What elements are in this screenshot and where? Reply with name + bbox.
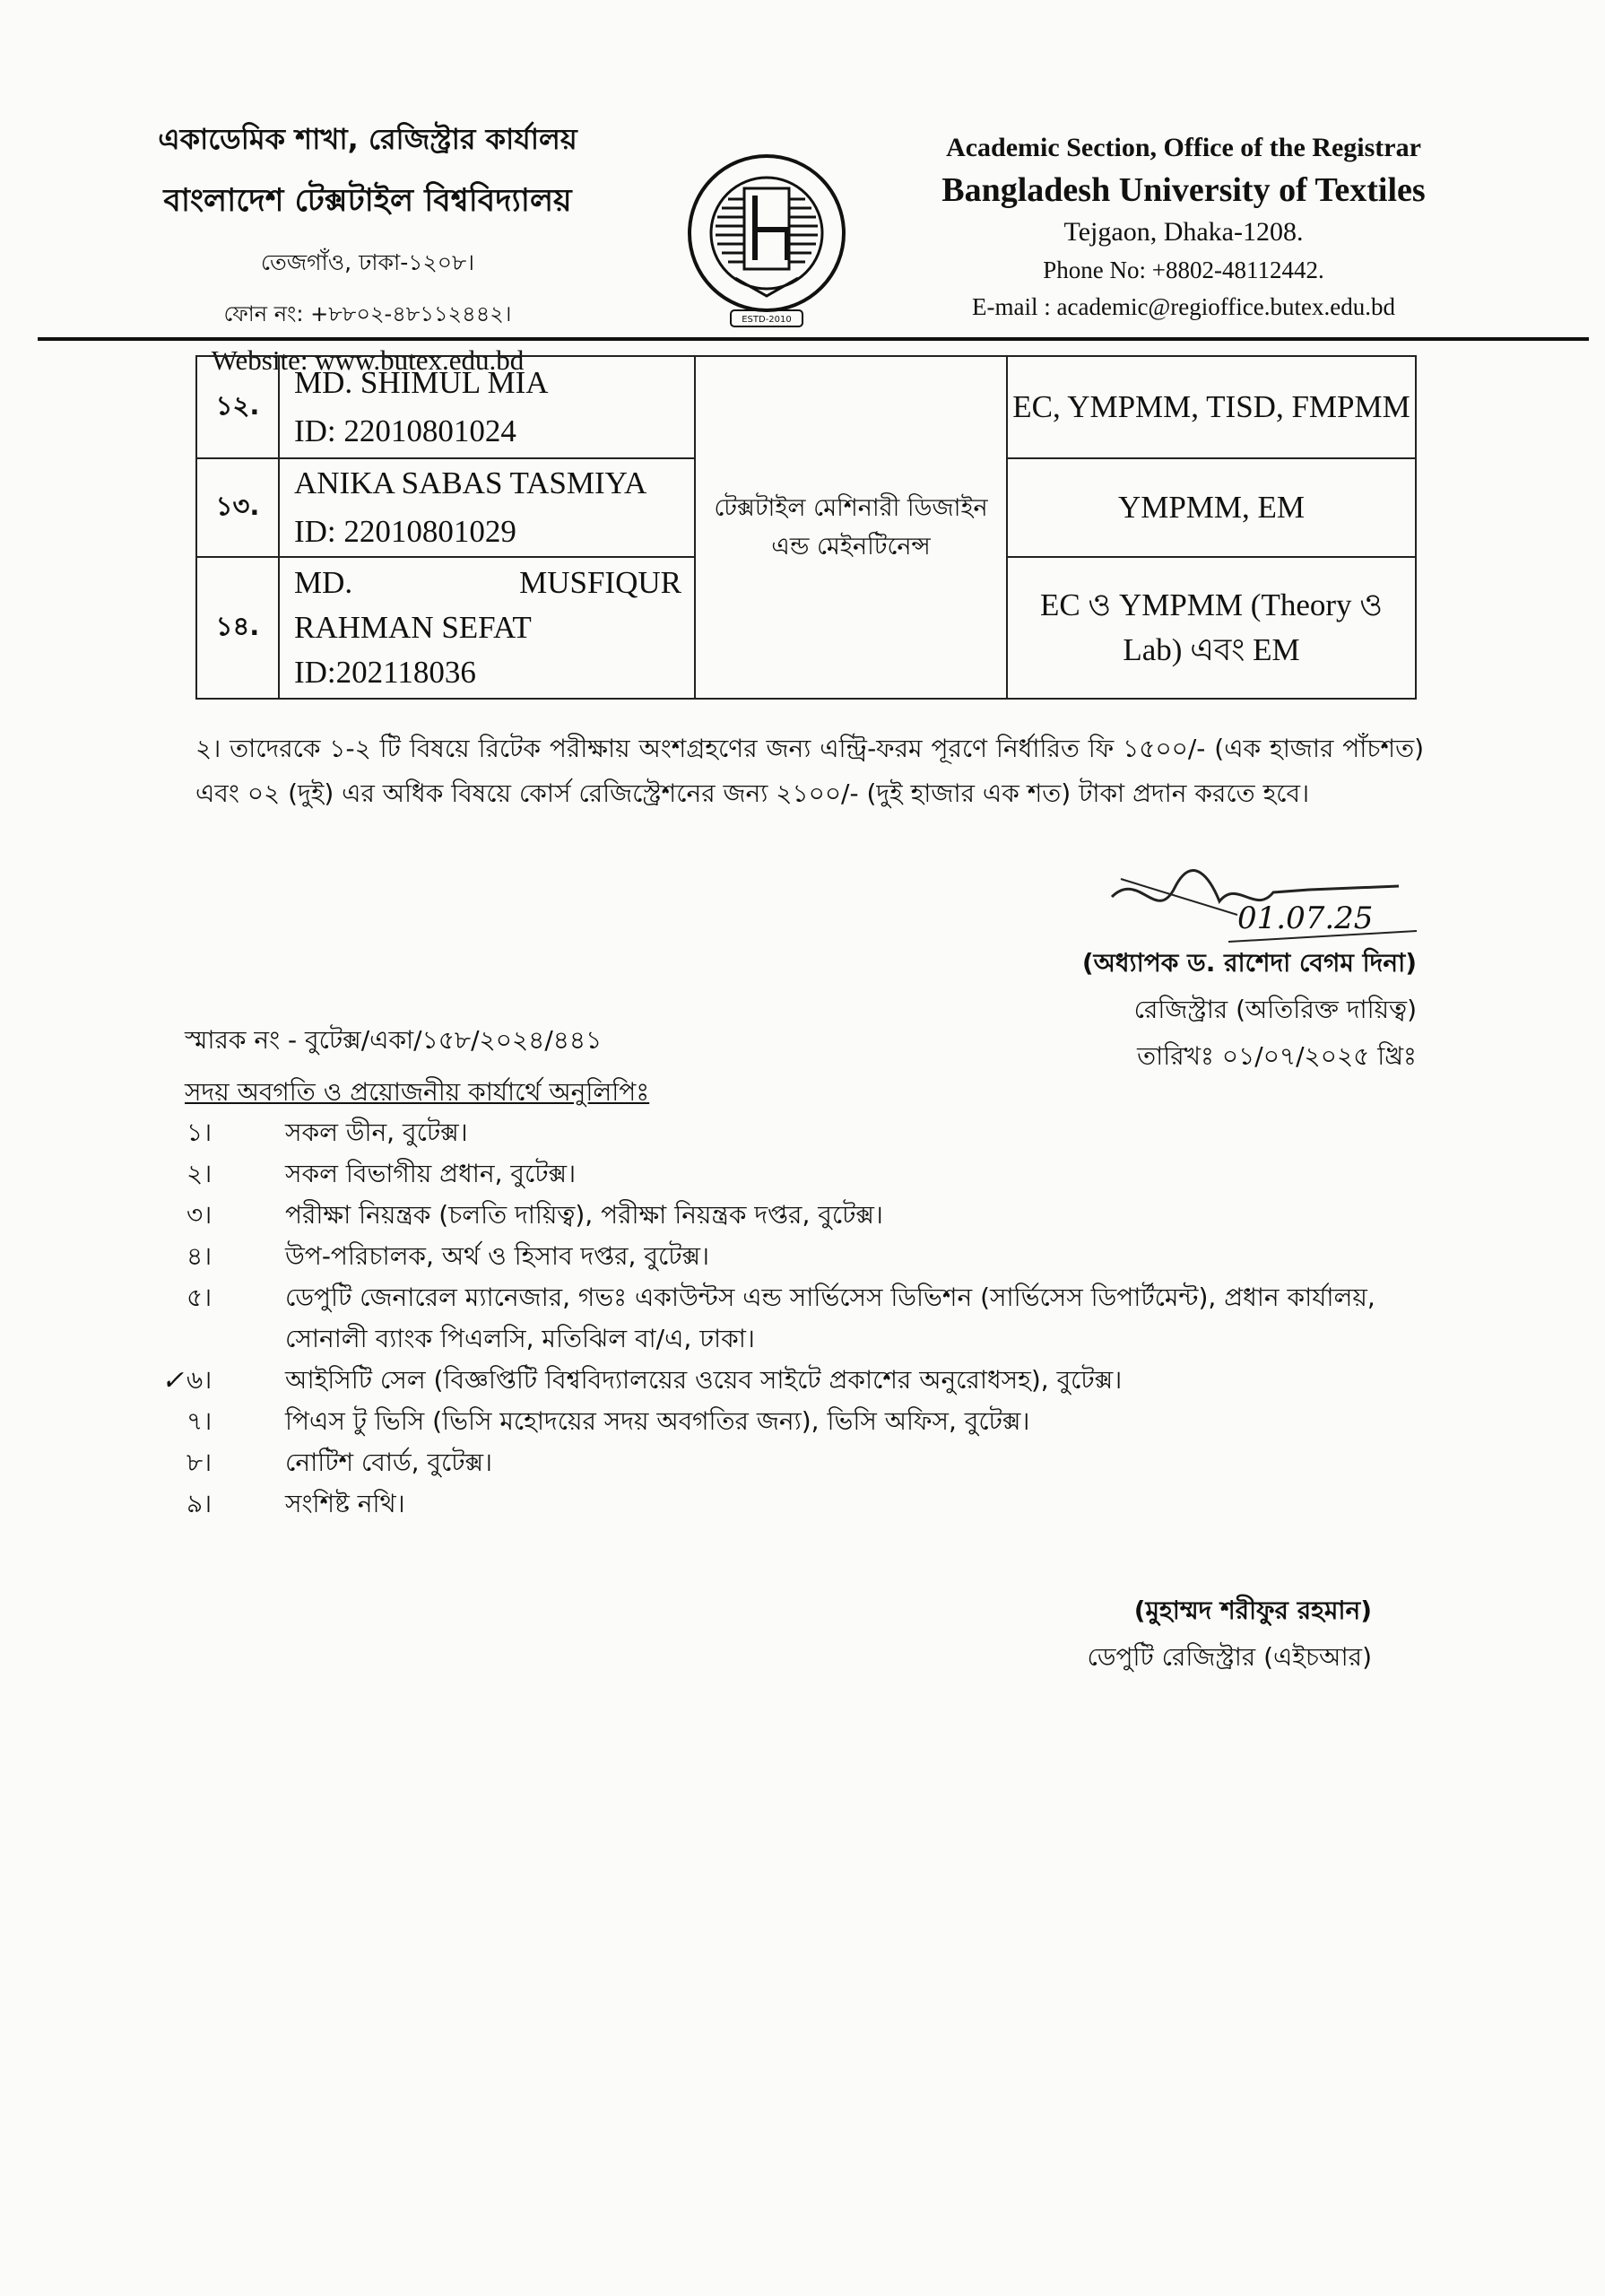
serial-number: ১৩.	[196, 458, 279, 557]
subjects-cell: EC, YMPMM, TISD, FMPMM	[1007, 356, 1416, 458]
student-id: ID: 22010801024	[294, 413, 516, 448]
subjects-cell: YMPMM, EM	[1007, 458, 1416, 557]
serial-number: ১২.	[196, 356, 279, 458]
list-text: সংশিষ্ট নথি।	[285, 1489, 405, 1518]
en-address: Tejgaon, Dhaka-1208.	[1063, 217, 1304, 247]
list-number: ৫।	[187, 1283, 213, 1312]
list-item	[161, 1153, 1417, 1195]
memo-number: স্মারক নং - বুটেক্স/একা/১৫৮/২০২৪/৪৪১	[185, 1025, 603, 1055]
list-text: সকল বিভাগীয় প্রধান, বুটেক্স।	[285, 1159, 577, 1188]
list-item	[161, 1195, 1417, 1236]
list-number: ৩।	[187, 1200, 213, 1230]
signature-date: 01.07.25	[1237, 900, 1374, 936]
en-email: E-mail : academic@regioffice.butex.edu.bd	[972, 293, 1395, 320]
list-item	[161, 1483, 1417, 1525]
university-seal-icon	[681, 144, 852, 332]
list-text: আইসিটি সেল (বিজ্ঞপ্তিটি বিশ্ববিদ্যালয়ের ওয়েব সাইটে প্রকাশের অনুরোধসহ), বুটেক্স।	[285, 1365, 1123, 1395]
list-number: ৯।	[187, 1489, 213, 1518]
registrar-name: (অধ্যাপক ড. রাশেদা বেগম দিনা)	[1081, 948, 1417, 978]
list-item	[161, 1236, 1417, 1277]
list-number: ১।	[187, 1118, 213, 1147]
department-cell: টেক্সটাইল মেশিনারী ডিজাইন এন্ড মেইনটিনেন্স	[695, 356, 1007, 699]
en-phone: Phone No: +8802-48112442.	[1043, 257, 1324, 283]
student-name-line2: RAHMAN SEFAT	[294, 610, 532, 645]
header-divider	[38, 337, 1589, 341]
list-text: পরীক্ষা নিয়ন্ত্রক (চলতি দায়িত্ব), পরীক্ষা নিয়ন্ত্রক দপ্তর, বুটেক্স।	[285, 1200, 883, 1230]
registrar-block	[968, 940, 1417, 1080]
bn-section-title: একাডেমিক শাখা, রেজিস্ট্রার কার্যালয়	[158, 122, 577, 156]
student-name: MD. SHIMUL MIA	[294, 365, 549, 400]
list-text: ডেপুটি জেনারেল ম্যানেজার, গভঃ একাউন্টস এন্ড সার্ভিসেস ডিভিশন (সার্ভিসেস ডিপার্টমেন্ট), প্রধান কার্যালয়, সোনালী ব্যাংক পিএলসি, মতিঝিল বা/এ, ঢাকা।	[285, 1283, 1375, 1353]
student-cell	[279, 458, 695, 557]
bn-phone: ফোন নং: +৮৮০২-৪৮১১২৪৪২।	[223, 301, 512, 326]
list-item	[161, 1112, 1417, 1153]
list-text: সকল ডীন, বুটেক্স।	[285, 1118, 468, 1147]
list-number: ২।	[187, 1159, 213, 1188]
list-item	[161, 1277, 1417, 1360]
fee-paragraph: ২। তাদেরকে ১-২ টি বিষয়ে রিটেক পরীক্ষায় অংশগ্রহণের জন্য এন্ট্রি-ফরম পূরণে নির্ধারিত ফি ১৫০০/- (এক হাজার পাঁচশত) এবং ০২ (দুই) এর অধিক বিষয়ে কোর্স রেজিস্ট্রেশনের জন্য ২১০০/- (দুই হাজার এক শত) টাকা প্রদান করতে হবে।	[195, 734, 1424, 808]
list-number: ৭।	[187, 1406, 213, 1436]
list-number: ৮।	[187, 1448, 213, 1477]
student-id: ID: 22010801029	[294, 514, 516, 549]
subjects-cell: EC ও YMPMM (Theory ও Lab) এবং EM	[1007, 557, 1416, 699]
student-name-part: MUSFIQUR	[519, 565, 681, 600]
student-name: ANIKA SABAS TASMIYA	[294, 465, 647, 500]
table-row	[196, 356, 1416, 458]
issue-date: তারিখঃ ০১/০৭/২০২৫ খ্রিঃ	[1137, 1041, 1417, 1071]
en-university-name: Bangladesh University of Textiles	[941, 171, 1426, 209]
university-logo	[681, 144, 852, 332]
student-id: ID:202118036	[294, 655, 476, 690]
list-item	[161, 1360, 1417, 1401]
registrar-title: রেজিস্ট্রার (অতিরিক্ত দায়িত্ব)	[1133, 995, 1417, 1024]
student-cell	[279, 557, 695, 699]
svg-text:ESTD-2010: ESTD-2010	[742, 315, 792, 325]
list-text: নোটিশ বোর্ড, বুটেক্স।	[285, 1448, 493, 1477]
cc-heading: সদয় অবগতি ও প্রয়োজনীয় কার্যার্থে অনুলিপিঃ	[185, 1077, 650, 1107]
handwritten-tick-icon: ✓	[161, 1365, 185, 1396]
list-number: ৬।	[187, 1365, 213, 1395]
deputy-registrar-title: ডেপুটি রেজিস্ট্রার (এইচআর)	[1087, 1642, 1372, 1672]
list-text: উপ-পরিচালক, অর্থ ও হিসাব দপ্তর, বুটেক্স।	[285, 1241, 710, 1271]
bn-university-name: বাংলাদেশ টেক্সটাইল বিশ্ববিদ্যালয়	[163, 183, 572, 219]
student-table	[195, 355, 1417, 700]
deputy-registrar-name: (মুহাম্মদ শরীফুর রহমান)	[1133, 1596, 1372, 1625]
list-item	[161, 1442, 1417, 1483]
cc-list	[161, 1112, 1417, 1525]
en-section-title: Academic Section, Office of the Registrar	[946, 133, 1421, 162]
bn-address: তেজগাঁও, ঢাকা-১২০৮।	[260, 249, 475, 275]
serial-number: ১৪.	[196, 557, 279, 699]
list-item	[161, 1401, 1417, 1442]
website: Website: www.butex.edu.bd	[211, 344, 525, 376]
list-text: পিএস টু ভিসি (ভিসি মহোদয়ের সদয় অবগতির জন্য), ভিসি অফিস, বুটেক্স।	[285, 1406, 1030, 1436]
list-number: ৪।	[187, 1241, 213, 1271]
student-name-part: MD.	[294, 565, 353, 600]
student-name-line1	[294, 561, 694, 605]
letterhead-english	[897, 133, 1471, 321]
student-cell	[279, 356, 695, 458]
deputy-registrar-block	[968, 1587, 1372, 1681]
